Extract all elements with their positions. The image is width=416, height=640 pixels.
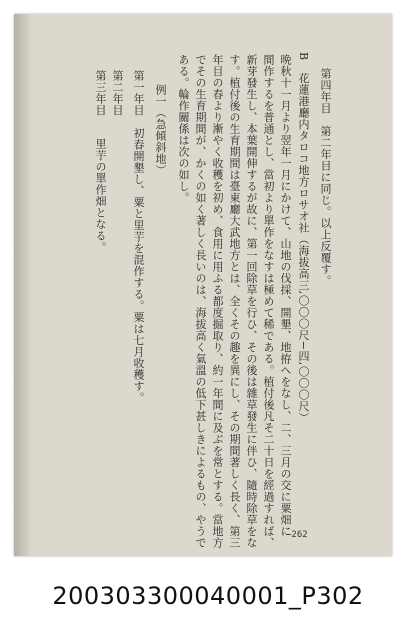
- text-line-5: 新芽發生し、本葉開伸するが故に、第一回除草を行ひ、その後は雜草發生に伴ひ、隨時除草をな: [245, 54, 258, 549]
- text-line-11: 第一年目 初春開墾し、粟と里芋を混作する。粟は七月收穫す。: [132, 70, 145, 404]
- text-line-8: でその生育期間が、かくの如く著しく長いのは、海拔高く氣溫の低下甚しきによるもの、やうで: [194, 54, 207, 549]
- text-line-13: 第三年目: [94, 70, 107, 116]
- image-caption: 200303300040001_P302: [52, 582, 364, 610]
- text-line-4: 間作するを普通とし、當初より單作をなすは極めて稀である。植付後凡そ二十日を經過すれば、: [262, 54, 275, 549]
- text-line-1: 第四年目 第二年目に同じ。以上反覆す。: [319, 68, 332, 287]
- book-page: [14, 14, 392, 556]
- text-line-9: ある。輪作關係は次の如し。: [177, 54, 190, 204]
- text-line-14: 里芋の單作畑となる。: [94, 138, 107, 253]
- text-line-12: 第二年目: [111, 70, 124, 116]
- text-line-2: B 花蓮港廳内タロコ地方ロサオ社（海拔高三,〇〇〇尺−四,〇〇〇尺）: [297, 52, 310, 424]
- text-line-3: 晩秋十一月より翌年一月にかけて、山地の伐採、開墾、地拵へをなし、二、三月の交に粟畑に: [279, 54, 292, 537]
- text-line-7: 年目の春より漸やく收穫を初め、食用に用ふる都度掘取り、約一年間に及ぶを常とする。當地方: [211, 54, 224, 549]
- page-gutter-shadow: [14, 14, 32, 556]
- text-line-6: す。植付後の生育期間は臺東廳大武地方とは、全くその趣を異にし、その期間著しく長く、第三: [228, 54, 241, 549]
- page-number: —262: [286, 530, 308, 540]
- text-line-10: 例一（急傾斜地）: [154, 84, 167, 176]
